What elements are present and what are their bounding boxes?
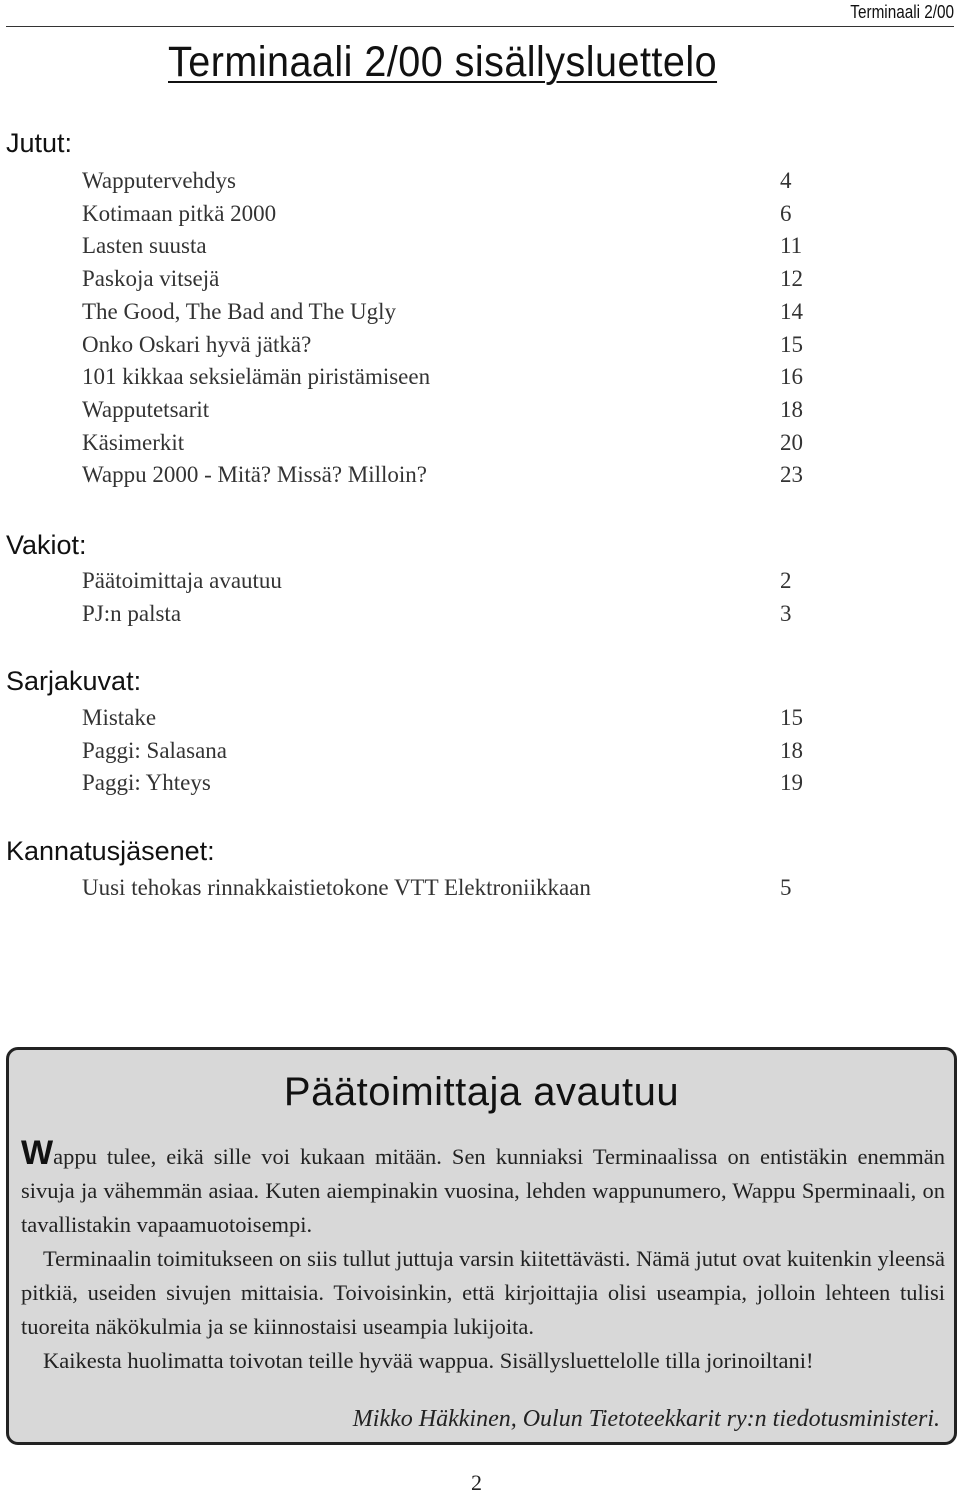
toc-entry-title: Lasten suusta	[82, 233, 207, 259]
editorial-paragraph-1	[21, 1134, 945, 1242]
toc-entry-title: Paskoja vitsejä	[82, 266, 220, 292]
editorial-paragraph-3: Kaikesta huolimatta toivotan teille hyvää wappua. Sisällysluettelolle tilla jorinoiltani!	[43, 1348, 814, 1373]
editorial-paragraph-1-text: appu tulee, eikä sille voi kukaan mitään. Sen kunniaksi Terminaalissa on entistäkin enemmän sivuja ja vähemmän asiaa. Kuten aiempinakin vuosina, lehden wappunumero, Wappu Sperminaali, on tavallistakin vapaamuotoisempi.	[21, 1144, 945, 1237]
toc-entry	[82, 296, 802, 328]
toc-entry-title: Mistake	[82, 705, 157, 730]
toc-entry	[82, 329, 802, 361]
toc-entry	[82, 263, 802, 295]
toc-entry	[82, 361, 802, 393]
toc-entry-title: Kotimaan pitkä 2000	[82, 200, 277, 226]
toc-entry-page: 3	[780, 600, 792, 626]
toc-entry	[82, 394, 802, 426]
toc-entry-page: 4	[780, 168, 792, 193]
toc-entry-title: Käsimerkit	[82, 429, 185, 455]
section-heading-vakiot: Vakiot:	[6, 530, 87, 560]
toc-entry-page: 12	[780, 266, 803, 292]
toc-entry-page: 5	[780, 875, 792, 900]
editorial-title: Päätoimittaja avautuu	[283, 1070, 680, 1114]
section-heading-sarjakuvat: Sarjakuvat:	[6, 666, 142, 696]
toc-entry	[82, 735, 802, 767]
toc-entry-title: Wappu 2000 - Mitä? Missä? Milloin?	[82, 462, 428, 488]
toc-entry-title: Wapputervehdys	[82, 168, 236, 193]
toc-entry-page: 19	[780, 770, 803, 796]
toc-entry-page: 6	[780, 200, 792, 226]
toc-entry-title: The Good, The Bad and The Ugly	[82, 298, 397, 324]
toc-entry-page: 16	[780, 364, 803, 390]
toc-entry-title: Paggi: Yhteys	[82, 770, 211, 796]
toc-entry-title: PJ:n palsta	[82, 600, 182, 626]
toc-entry-title: Uusi tehokas rinnakkaistietokone VTT Elektroniikkaan	[82, 875, 591, 900]
editorial-box	[6, 1047, 957, 1445]
toc-entry	[82, 459, 802, 491]
toc-entry-page: 18	[780, 396, 803, 422]
toc-entry-title: Paggi: Salasana	[82, 737, 227, 763]
toc-entry-page: 2	[780, 568, 792, 593]
toc-entry-title: Onko Oskari hyvä jätkä?	[82, 331, 312, 357]
page-number: 2	[471, 1470, 482, 1495]
toc-entry	[82, 427, 802, 459]
toc-entry-page: 23	[780, 462, 803, 488]
running-header: Terminaali 2/00	[845, 2, 954, 23]
toc-entry-title: Wapputetsarit	[82, 396, 210, 422]
toc-entry	[82, 767, 802, 799]
toc-entry	[82, 565, 802, 597]
toc-entry-page: 11	[780, 233, 803, 259]
toc-entry	[82, 598, 802, 630]
editorial-paragraph-2: Terminaalin toimitukseen on siis tullut juttuja varsin kiitettävästi. Nämä jutut ovat kuitenkin yleensä pitkiä, useiden sivujen mittaisia. Toivoisinkin, että kirjoittajia olisi useampia, jolloin lehteen tulisi tuoreita näkökulmia ja se kiinnostaisi useampia lukijoita.	[21, 1246, 945, 1339]
toc-entry-page: 15	[780, 705, 803, 730]
editorial-body	[21, 1134, 945, 1378]
toc-entry	[82, 198, 802, 230]
editorial-signature: Mikko Häkkinen, Oulun Tietoteekkarit ry:n tiedotusministeri.	[352, 1406, 940, 1432]
section-heading-jutut: Jutut:	[6, 128, 73, 158]
toc-entry-page: 20	[780, 429, 803, 455]
toc-entry	[82, 230, 802, 262]
toc-entry	[82, 165, 802, 197]
toc-entry	[82, 872, 802, 904]
toc-entry	[82, 702, 802, 734]
toc-entry-page: 18	[780, 737, 803, 763]
drop-cap: W	[21, 1134, 54, 1172]
toc-entry-title: Päätoimittaja avautuu	[82, 568, 282, 593]
page-title: Terminaali 2/00 sisällysluettelo	[168, 38, 718, 86]
toc-entry-page: 14	[780, 298, 803, 324]
section-heading-kannatusjasenet: Kannatusjäsenet:	[6, 836, 215, 866]
toc-entry-title: 101 kikkaa seksielämän piristämiseen	[82, 364, 431, 390]
toc-entry-page: 15	[780, 331, 803, 357]
header-rule	[6, 26, 954, 27]
